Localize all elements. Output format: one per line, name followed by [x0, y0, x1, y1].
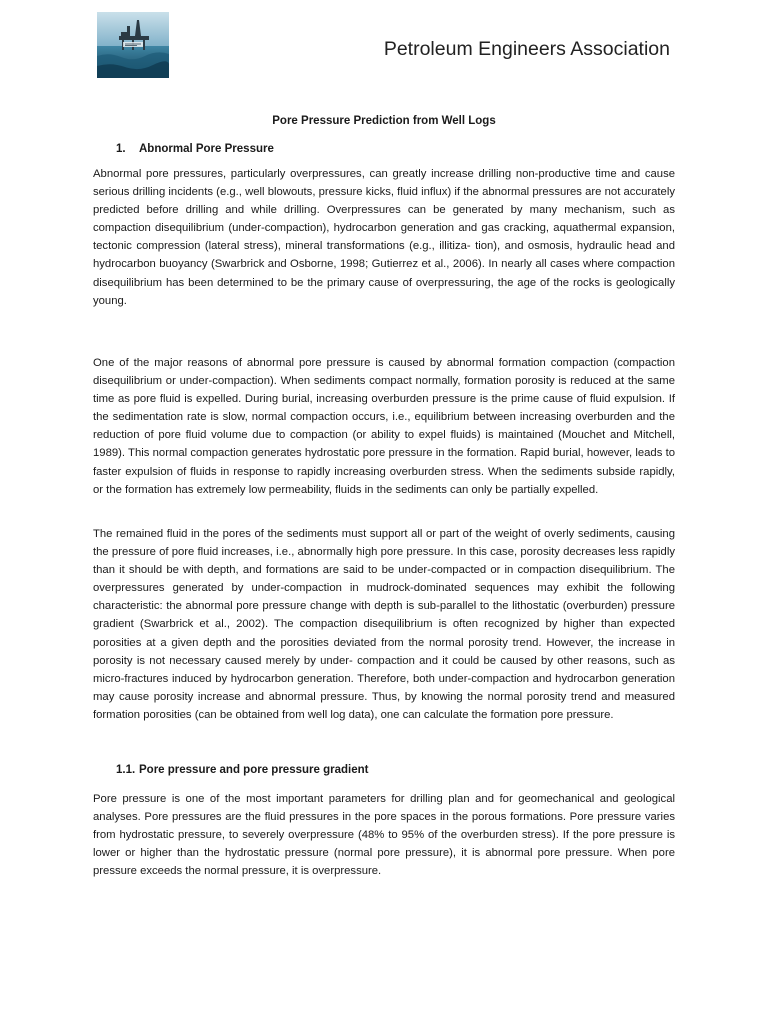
subsection-number: 1.1.	[116, 764, 136, 776]
paragraph-3: The remained fluid in the pores of the sediments must support all or part of the weight of overly sediments, causing the pressure of pore fluid increases, i.e., abnormally high pore pressure. In this case, porosity decreases less rapidly than it should be with depth, and formations are said to be under-compacted or in compaction disequilibrium. The overpressures generated by under-compaction in mudrock-dominated sequences may exhibit the following characteristic: the abnormal pore pressure change with depth is sub-parallel to the lithostatic (overburden) pressure gradient (Swarbrick et al., 2002). The compaction disequilibrium is often recognized by higher than expected porosities at a given depth and the porosities deviated from the normal porosity trend. However, the increase in porosity is not necessary caused merely by under- compaction and it could be caused by other reasons, such as micro-fractures induced by hydrocarbon generation. Therefore, both under-compaction and hydrocarbon generation may cause porosity increase and abnormal pressure. Thus, by knowing the normal porosity trend and measured formation porosities (can be obtained from well log data), one can calculate the formation pore pressure.	[93, 528, 675, 721]
paragraph-1: Abnormal pore pressures, particularly overpressures, can greatly increase drilling non-productive time and cause serious drilling incidents (e.g., well blowouts, pressure kicks, fluid influx) if the abnormal pressures are not accurately predicted before drilling and while drilling. Overpressures can be generated by many mechanism, such as compaction disequilibrium (under-compaction), hydrocarbon generation and gas cracking, aquathermal expansion, tectonic compression (lateral stress), mineral transformations (e.g., illitiza- tion), and osmosis, hydraulic head and hydrocarbon buoyancy (Swarbrick and Osborne, 1998; Gutierrez et al., 2006). In nearly all cases where compaction disequilibrium has been determined to be the primary cause of overpressuring, the age of the rocks is geologically young.	[93, 168, 675, 307]
offshore-platform-logo-icon	[97, 12, 169, 78]
paragraph-4: Pore pressure is one of the most important parameters for drilling plan and for geomechanical and geological analyses. Pore pressures are the fluid pressures in the pore spaces in the porous formations. Pore pressure varies from hydrostatic pressure, to severely overpressure (48% to 95% of the overburden stress). If the pore pressure is lower or higher than the hydrostatic pressure (normal pore pressure), it is abnormal pore pressure. When pore pressure exceeds the normal pressure, it is overpressure.	[93, 793, 675, 878]
organization-name: Petroleum Engineers Association	[383, 38, 670, 60]
section-number: 1.	[116, 143, 126, 155]
subsection-heading-text: Pore pressure and pore pressure gradient	[139, 764, 369, 776]
paragraph-2: One of the major reasons of abnormal pore pressure is caused by abnormal formation compaction (compaction disequilibrium or under-compaction). When sediments compact normally, formation porosity is reduced at the same time as pore fluid is expelled. During burial, increasing overburden pressure is the prime cause of fluid expulsion. If the sedimentation rate is slow, normal compaction occurs, i.e., equilibrium between increasing overburden and the reduction of pore fluid volume due to compaction (or ability to expel fluids) is maintained (Mouchet and Mitchell, 1989). This normal compaction generates hydrostatic pore pressure in the formation. Rapid burial, however, leads to faster expulsion of fluids in response to rapidly increasing overburden stress. When the sediments subside rapidly, or the formation has extremely low permeability, fluids in the sediments can only be partially expelled.	[93, 357, 675, 496]
subsection-heading-1-1	[116, 764, 368, 776]
organization-logo	[97, 12, 169, 78]
section-heading-text: Abnormal Pore Pressure	[139, 143, 274, 155]
document-title: Pore Pressure Prediction from Well Logs	[272, 115, 496, 127]
section-heading-1	[116, 143, 274, 155]
